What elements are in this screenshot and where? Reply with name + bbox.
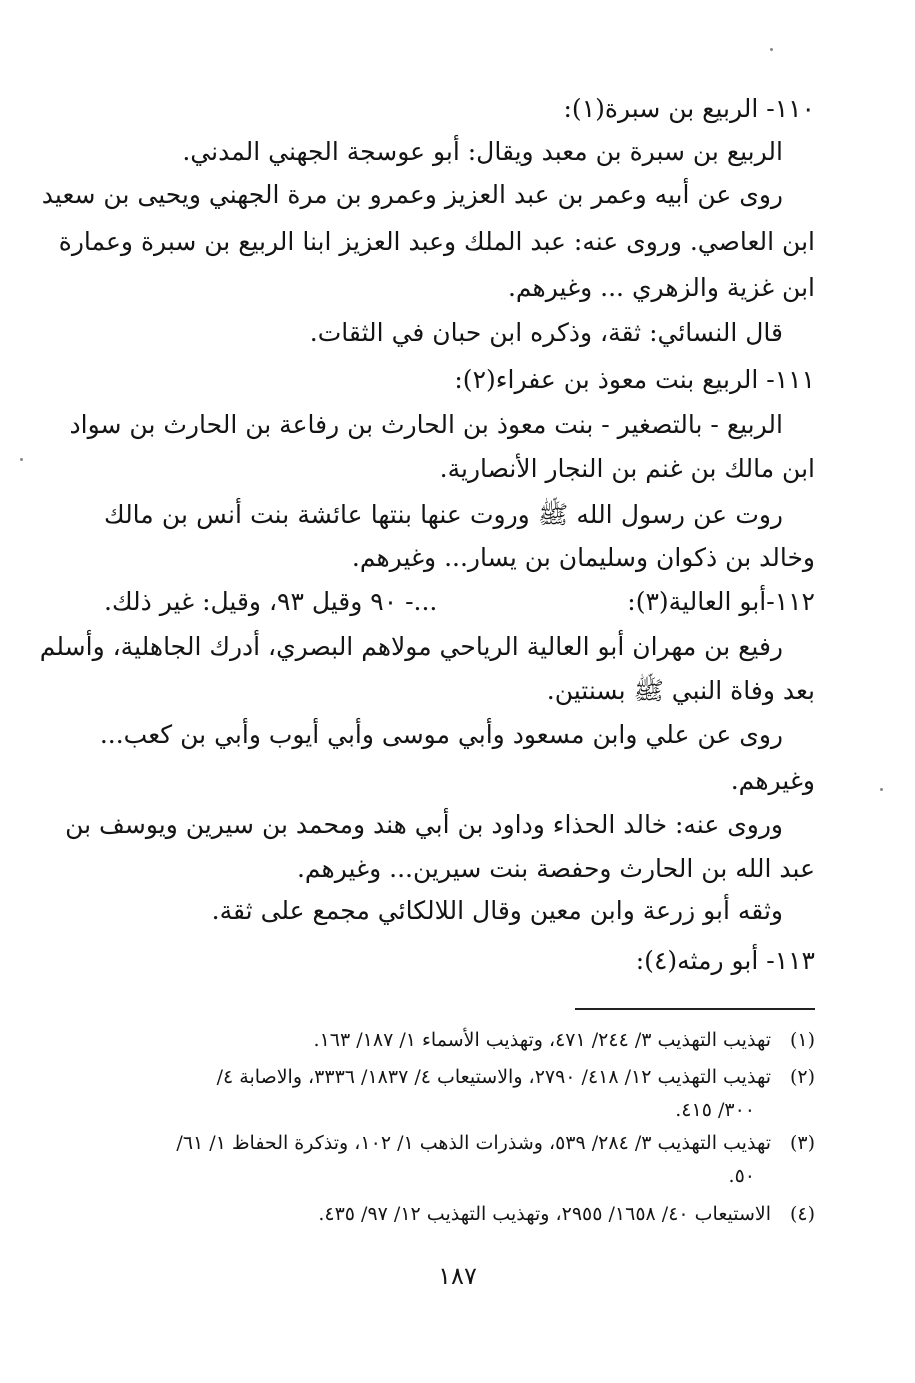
footnote-3-number: (٣) [789, 1132, 815, 1154]
footnote-separator [575, 1008, 815, 1010]
footnote-3-continuation: ٥٠. [728, 1165, 755, 1187]
scan-speck [770, 48, 773, 51]
entry-110-line-4: ابن غزية والزهري ... وغيرهم. [507, 273, 815, 302]
entry-110-heading: ١١٠- الربيع بن سبرة(١): [563, 94, 815, 123]
page-number: ١٨٧ [438, 1262, 477, 1290]
entry-111-line-2: ابن مالك بن غنم بن النجار الأنصارية. [439, 454, 815, 483]
footnote-2 [104, 1063, 815, 1091]
footnote-4 [104, 1200, 815, 1228]
scan-speck [880, 788, 883, 791]
entry-112-line-7: وثقه أبو زرعة وابن معين وقال اللالكائي مجمع على ثقة. [211, 896, 783, 925]
entry-112-line-1: رفيع بن مهران أبو العالية الرياحي مولاهم البصري، أدرك الجاهلية، وأسلم [39, 632, 783, 661]
entry-110-line-2: روى عن أبيه وعمر بن عبد العزيز وعمرو بن مرة الجهني ويحيى بن سعيد [41, 180, 783, 209]
entry-111-line-1: الربيع - بالتصغير - بنت معوذ بن الحارث بن رفاعة بن الحارث بن سواد [69, 410, 783, 439]
footnote-2-text: تهذيب التهذيب ١٢/ ٤١٨/ ٢٧٩٠، والاستيعاب ٤/ ١٨٣٧/ ٣٣٣٦، والاصابة ٤/ [216, 1066, 771, 1088]
footnote-3-text: تهذيب التهذيب ٣/ ٢٨٤/ ٥٣٩، وشذرات الذهب ١/ ١٠٢، وتذكرة الحفاظ ١/ ٦١/ [176, 1132, 771, 1154]
entry-112-line-3: روى عن علي وابن مسعود وأبي موسى وأبي أيوب وأبي بن كعب... [99, 720, 783, 749]
footnote-1 [104, 1026, 815, 1054]
entry-112-line-5: وروى عنه: خالد الحذاء وداود بن أبي هند ومحمد بن سيرين ويوسف بن [65, 810, 783, 839]
entry-111-line-4: وخالد بن ذكوان وسليمان بن يسار... وغيرهم. [351, 543, 815, 572]
footnote-1-number: (١) [789, 1029, 815, 1051]
entry-112-heading: ١١٢-أبو العالية(٣): [627, 587, 815, 616]
entry-110-line-1: الربيع بن سبرة بن معبد ويقال: أبو عوسجة الجهني المدني. [182, 137, 783, 166]
entry-111-line-3: روت عن رسول الله ﷺ وروت عنها بنتها عائشة بنت أنس بن مالك [104, 500, 783, 529]
footnote-4-text: الاستيعاب ٤٠/ ١٦٥٨/ ٢٩٥٥، وتهذيب التهذيب ١٢/ ٩٧/ ٤٣٥. [318, 1203, 771, 1225]
entry-111-heading: ١١١- الربيع بنت معوذ بن عفراء(٢): [454, 365, 815, 394]
entry-110-line-3: ابن العاصي. وروى عنه: عبد الملك وعبد العزيز ابنا الربيع بن سبرة وعمارة [58, 227, 815, 256]
footnote-4-number: (٤) [789, 1203, 815, 1225]
footnote-2-continuation: ٣٠٠/ ٤١٥. [675, 1099, 755, 1121]
entry-112-heading-row [104, 585, 815, 619]
entry-112-line-2: بعد وفاة النبي ﷺ بسنتين. [546, 676, 815, 705]
footnote-3 [104, 1129, 815, 1157]
footnote-1-text: تهذيب التهذيب ٣/ ٢٤٤/ ٤٧١، وتهذيب الأسماء ١/ ١٨٧/ ١٦٣. [313, 1029, 771, 1051]
footnote-2-number: (٢) [789, 1066, 815, 1088]
entry-112-dates: ...- ٩٠ وقيل ٩٣، وقيل: غير ذلك. [104, 587, 438, 616]
scan-speck [20, 458, 23, 461]
entry-112-line-6: عبد الله بن الحارث وحفصة بنت سيرين... وغيرهم. [296, 854, 815, 883]
entry-110-line-5: قال النسائي: ثقة، وذكره ابن حبان في الثقات. [309, 318, 783, 347]
entry-112-line-4: وغيرهم. [730, 766, 815, 795]
entry-113-heading: ١١٣- أبو رمثه(٤): [635, 946, 815, 975]
